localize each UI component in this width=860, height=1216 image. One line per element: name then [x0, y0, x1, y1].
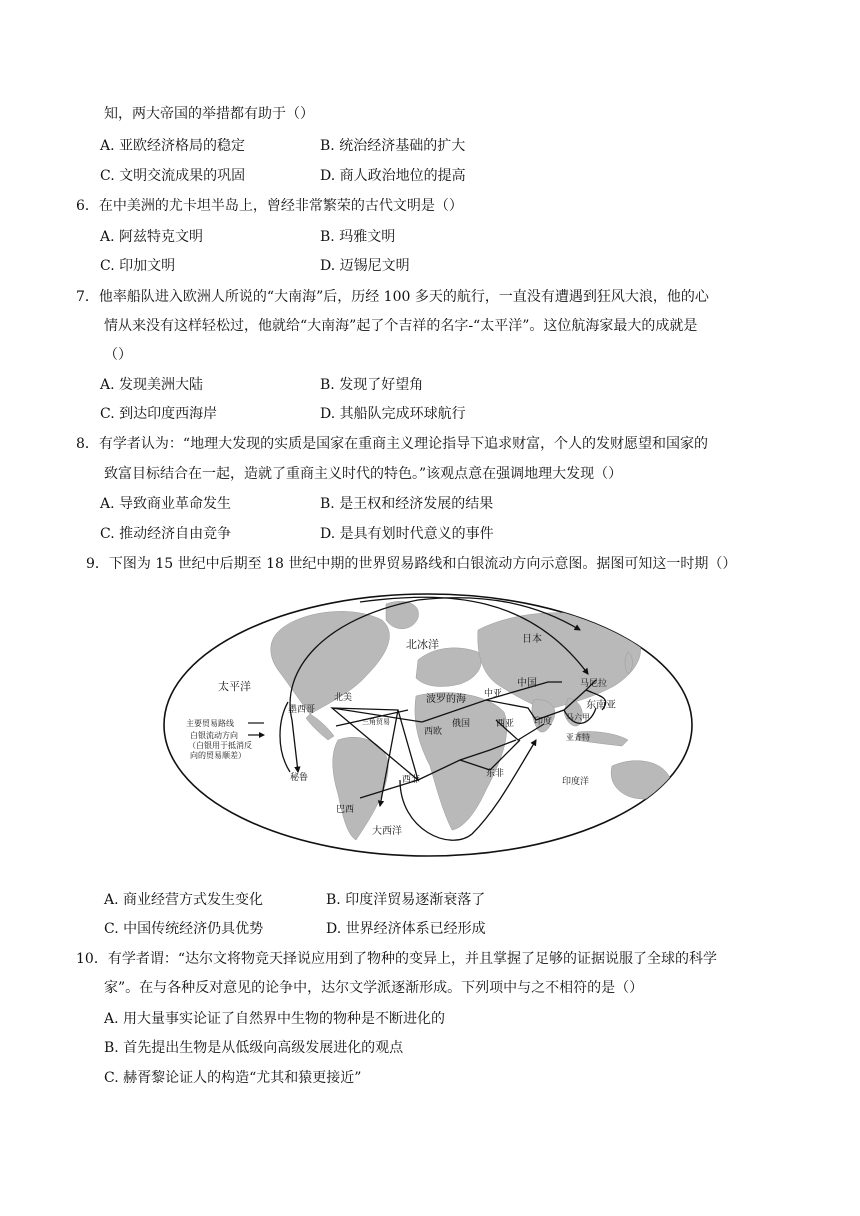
q9-option-b[interactable]: B. 印度洋贸易逐渐衰落了 — [326, 892, 486, 908]
legend-silver-note-2: 向的贸易顺差） — [190, 751, 246, 760]
q8-option-a[interactable]: A. 导致商业革命发生 — [100, 496, 232, 512]
q8-option-b[interactable]: B. 是王权和经济发展的结果 — [320, 496, 494, 512]
legend-silver-flow: 白银流动方向 — [190, 731, 238, 740]
q10-option-a[interactable]: A. 用大量事实论证了自然界中生物的物种是不断进化的 — [104, 1011, 446, 1027]
q6-option-b[interactable]: B. 玛雅文明 — [320, 229, 396, 245]
map-label-triangle-trade: 三角贸易 — [362, 718, 390, 726]
map-label-malacca: 马六甲 — [566, 713, 590, 722]
q9-option-a[interactable]: A. 商业经营方式发生变化 — [104, 892, 264, 908]
q10-stem-line-2: 家”。在与各种反对意见的论争中，达尔文学派逐渐形成。下列项中与之不相符的是（） — [104, 980, 644, 996]
q6-option-a[interactable]: A. 阿兹特克文明 — [100, 229, 204, 245]
map-label-east-africa: 东非 — [486, 769, 505, 779]
map-label-brazil: 巴西 — [336, 805, 355, 815]
q5-stem-continuation: 知，两大帝国的举措都有助于（） — [104, 106, 314, 122]
map-label-southeast-asia: 东南亚 — [586, 700, 616, 711]
q7-stem-line-1: 7．他率船队进入欧洲人所说的“大南海”后，历经 100 多天的航行，一直没有遭遇到狂风大浪，他的心 — [76, 289, 709, 305]
q5-option-b[interactable]: B. 统治经济基础的扩大 — [320, 138, 466, 154]
map-label-arctic: 北冰洋 — [406, 638, 439, 651]
q6-option-d[interactable]: D. 迈锡尼文明 — [320, 258, 410, 274]
q10-stem-line-1: 10．有学者谓：“达尔文将物竞天择说应用到了物种的变异上，并且掌握了足够的证据说服了全球的科学 — [76, 951, 717, 967]
q8-option-c[interactable]: C. 推动经济自由竞争 — [100, 526, 232, 542]
map-label-china: 中国 — [517, 678, 537, 689]
q9-stem: 9．下图为 15 世纪中后期至 18 世纪中期的世界贸易路线和白银流动方向示意图。据图可知这一时期（） — [86, 556, 737, 572]
map-label-japan: 日本 — [522, 634, 542, 645]
map-label-west-africa: 西非 — [402, 775, 421, 785]
map-label-russia: 俄国 — [452, 719, 471, 729]
q10-option-c[interactable]: C. 赫胥黎论证人的构造“尤其和猿更接近” — [104, 1070, 362, 1086]
map-label-peru: 秘鲁 — [290, 773, 309, 783]
map-label-pacific: 太平洋 — [218, 680, 251, 693]
legend-trade-route: 主要贸易路线 — [186, 719, 234, 728]
map-label-india: 印度 — [534, 717, 553, 727]
world-trade-map-svg — [160, 590, 696, 860]
q8-stem-line-1: 8．有学者认为：“地理大发现的实质是国家在重商主义理论指导下追求财富，个人的发财愿望和国家的 — [76, 436, 709, 452]
q5-option-c[interactable]: C. 文明交流成果的巩固 — [100, 168, 246, 184]
q10-option-b[interactable]: B. 首先提出生物是从低级向高级发展进化的观点 — [104, 1040, 404, 1056]
map-label-western-europe: 西欧 — [424, 727, 443, 737]
q9-option-d[interactable]: D. 世界经济体系已经形成 — [326, 921, 486, 937]
map-label-baltic: 波罗的海 — [426, 694, 466, 705]
world-trade-map — [160, 590, 696, 860]
map-label-atlantic: 大西洋 — [372, 826, 402, 837]
q9-option-c[interactable]: C. 中国传统经济仍具优势 — [104, 921, 264, 937]
map-label-mexico: 墨西哥 — [288, 705, 316, 715]
map-label-north-america: 北美 — [334, 693, 353, 703]
q8-stem-line-2: 致富目标结合在一起，造就了重商主义时代的特色。”该观点意在强调地理大发现（） — [104, 466, 623, 482]
q7-option-a[interactable]: A. 发现美洲大陆 — [100, 377, 204, 393]
q8-option-d[interactable]: D. 是具有划时代意义的事件 — [320, 526, 494, 542]
q6-option-c[interactable]: C. 印加文明 — [100, 258, 176, 274]
q7-option-b[interactable]: B. 发现了好望角 — [320, 377, 424, 393]
q7-option-c[interactable]: C. 到达印度西海岸 — [100, 406, 218, 422]
q5-option-d[interactable]: D. 商人政治地位的提高 — [320, 168, 466, 184]
q5-option-a[interactable]: A. 亚欧经济格局的稳定 — [100, 138, 246, 154]
q7-option-d[interactable]: D. 其船队完成环球航行 — [320, 406, 466, 422]
map-label-indian-ocean: 印度洋 — [562, 777, 590, 787]
q7-stem-line-2: 情从来没有这样轻松过，他就给“大南海”起了个吉祥的名字-“太平洋”。这位航海家最大的成就是 — [104, 318, 698, 334]
map-label-manila: 马尼拉 — [580, 679, 608, 689]
q7-stem-line-3: （） — [104, 347, 132, 363]
map-label-west-asia: 西亚 — [496, 719, 515, 729]
q6-stem: 6．在中美洲的尤卡坦半岛上，曾经非常繁荣的古代文明是（） — [76, 198, 463, 214]
legend-silver-note-1: （白银用于抵消反 — [188, 741, 252, 750]
map-label-aceh: 亚齐特 — [566, 733, 590, 742]
map-label-central-asia: 中亚 — [484, 689, 503, 699]
